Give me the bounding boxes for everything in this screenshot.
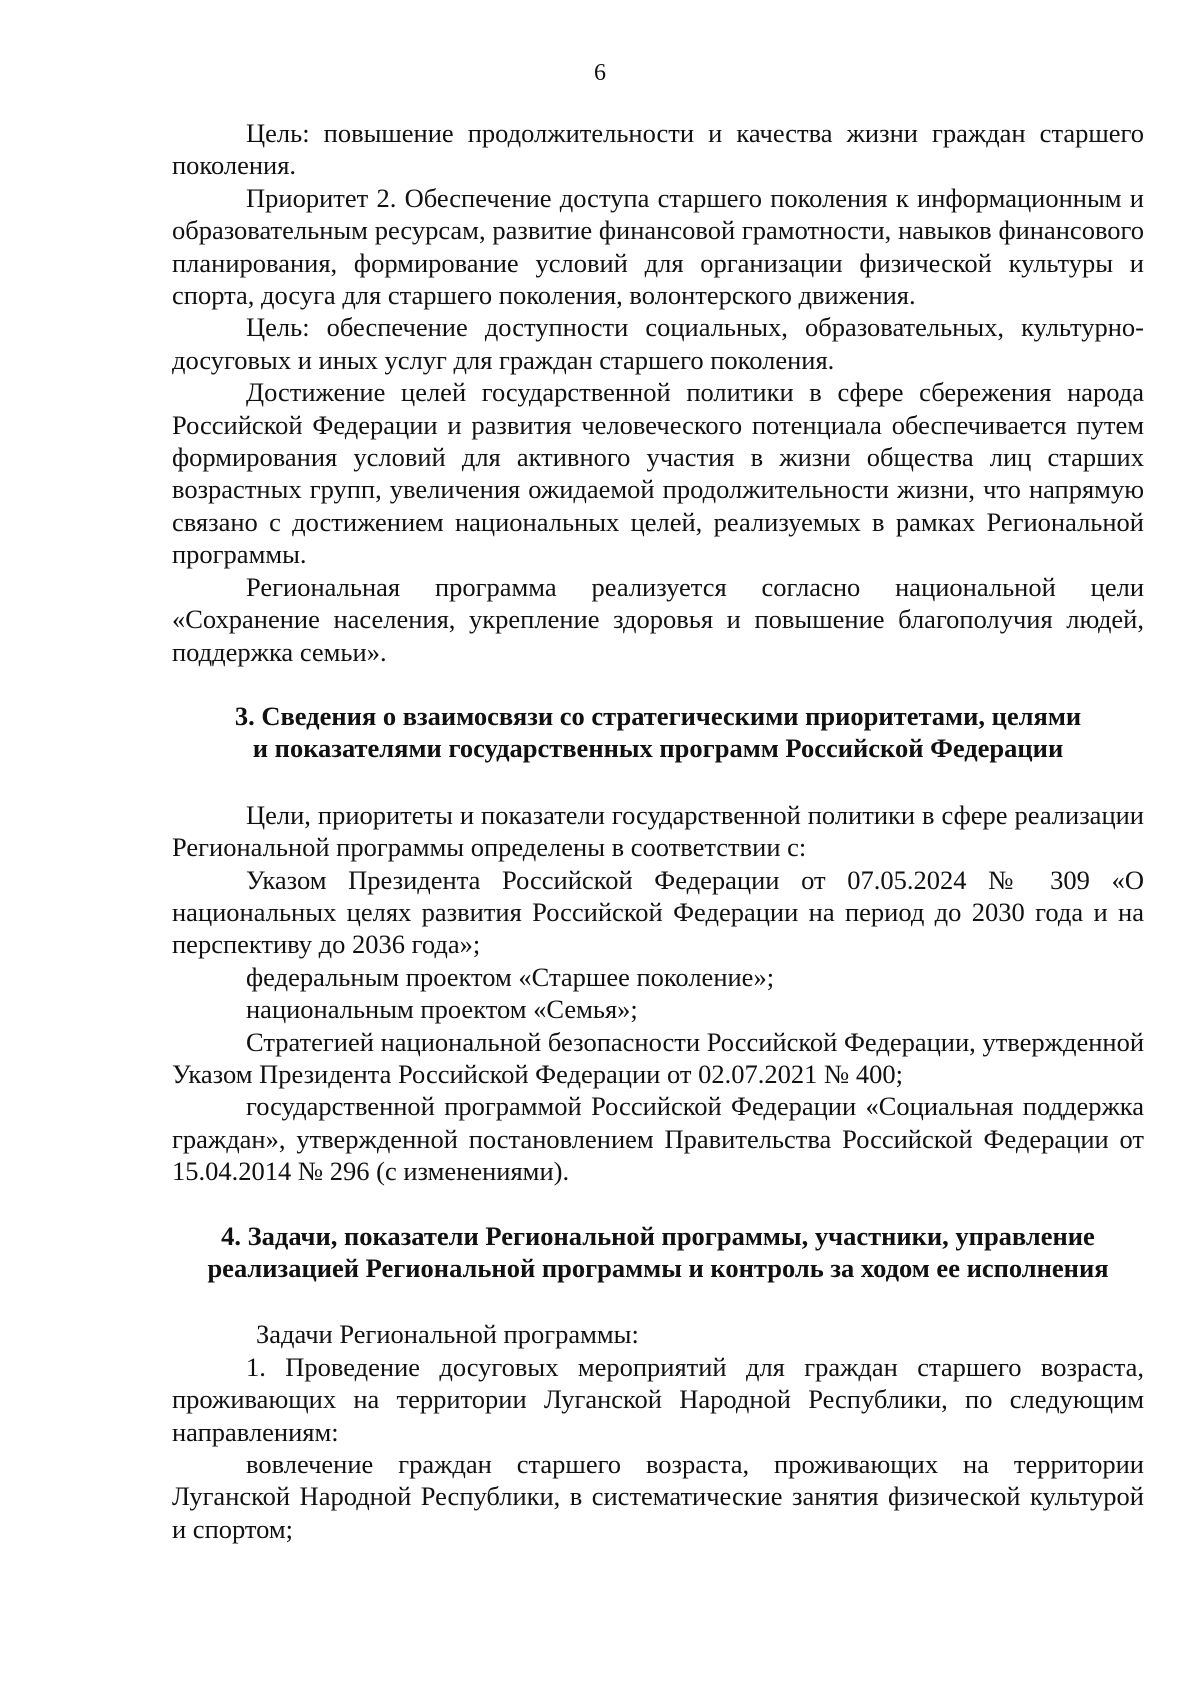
page-number: 6 xyxy=(594,60,606,86)
paragraph-security-strategy: Стратегией национальной безопасности Российской Федерации, утвержденной Указом Президента Российской Федерации от 02.07.2021 № 400; xyxy=(172,1026,1144,1089)
paragraph-presidential-decree: Указом Президента Российской Федерации от 07.05.2024 № 309 «О национальных целях развития Российской Федерации на период до 2030 года и на перспективу до 2036 года»; xyxy=(172,864,1144,960)
paragraph-goals-defined: Цели, приоритеты и показатели государственной политики в сфере реализации Региональной программы определены в соответствии с: xyxy=(172,799,1144,863)
paragraph-tasks-title: Задачи Региональной программы: xyxy=(256,1319,639,1350)
section-4-heading xyxy=(172,1220,1144,1285)
paragraph-goal-2: Цель: обеспечение доступности социальных, образовательных, культурно-досуговых и иных услуг для граждан старшего поколения. xyxy=(172,312,1144,375)
paragraph-task-1: 1. Проведение досуговых мероприятий для граждан старшего возраста, проживающих на территории Луганской Народной Республики, по следующим направлениям: xyxy=(172,1351,1144,1447)
paragraph-federal-project: федеральным проектом «Старшее поколение»; xyxy=(246,961,775,992)
paragraph-goal-1: Цель: повышение продолжительности и качества жизни граждан старшего поколения. xyxy=(172,118,1144,181)
section-3-heading-line-2: и показателями государственных программ Российской Федерации xyxy=(252,733,1064,764)
paragraph-national-goal: Региональная программа реализуется согласно национальной цели «Сохранение населения, укрепление здоровья и повышение благополучия людей, поддержка семьи». xyxy=(172,571,1144,667)
paragraph-state-program: государственной программой Российской Федерации «Социальная поддержка граждан», утвержденной постановлением Правительства Российской Федерации от 15.04.2014 № 296 (с изменениями). xyxy=(172,1091,1144,1187)
paragraph-national-project: национальным проектом «Семья»; xyxy=(246,994,638,1025)
paragraph-task-1-direction: вовлечение граждан старшего возраста, проживающих на территории Луганской Народной Республики, в систематические занятия физической культурой и спортом; xyxy=(172,1449,1144,1544)
section-4-heading-line-1: 4. Задачи, показатели Региональной программы, участники, управление xyxy=(221,1220,1095,1251)
document-body xyxy=(172,117,1144,1545)
section-3-heading xyxy=(172,700,1144,765)
section-4-heading-line-2: реализацией Региональной программы и контроль за ходом ее исполнения xyxy=(207,1253,1109,1283)
paragraph-priority-2: Приоритет 2. Обеспечение доступа старшего поколения к информационным и образовательным ресурсам, развитие финансовой грамотности, навыков финансового планирования, формирование условий для организации физической культуры и спорта, досуга для старшего поколения, волонтерского движения. xyxy=(172,182,1144,311)
paragraph-policy-achievement: Достижение целей государственной политики в сфере сбережения народа Российской Федерации и развития человеческого потенциала обеспечивается путем формирования условий для активного участия в жизни общества лиц старших возрастных групп, увеличения ожидаемой продолжительности жизни, что напрямую связано с достижением национальных целей, реализуемых в рамках Региональной программы. xyxy=(172,377,1144,570)
section-3-heading-line-1: 3. Сведения о взаимосвязи со стратегическими приоритетами, целями xyxy=(234,700,1082,731)
